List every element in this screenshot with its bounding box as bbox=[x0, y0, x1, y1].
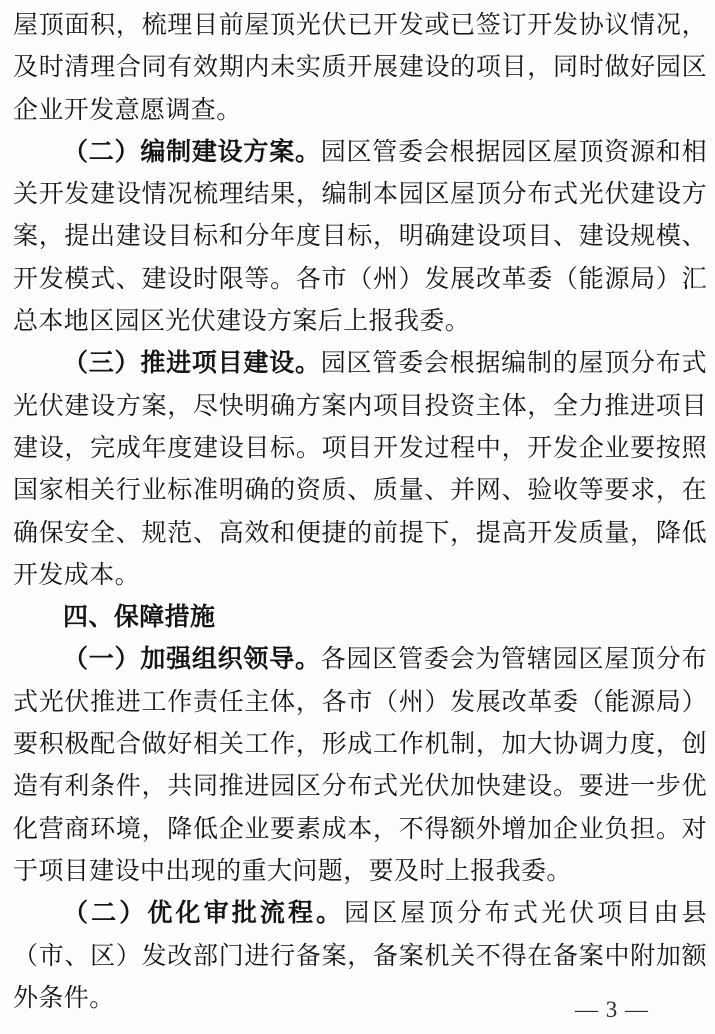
paragraph-lead: （三）推进项目建设。 bbox=[63, 350, 321, 378]
document-body bbox=[13, 0, 707, 1020]
paragraph-lead: （一）加强组织领导。 bbox=[63, 646, 321, 674]
paragraph-safeguard-1 bbox=[13, 639, 707, 893]
paragraph-section-2 bbox=[13, 132, 707, 343]
paragraph-text: 园区管委会根据编制的屋顶分布式光伏建设方案，尽快明确方案内项目投资主体，全力推进项目建设，完成年度建设目标。项目开发过程中，开发企业要按照国家相关行业标准明确的资质、质量、并网、验收等要求，在确保安全、规范、高效和便捷的前提下，提高开发质量，降低开发成本。 bbox=[13, 350, 707, 589]
paragraph-text: 园区管委会根据园区屋顶资源和相关开发建设情况梳理结果，编制本园区屋顶分布式光伏建设方案，提出建设目标和分年度目标，明确建设项目、建设规模、开发模式、建设时限等。各市（州）发展改革委（能源局）汇总本地区园区光伏建设方案后上报我委。 bbox=[13, 138, 707, 336]
paragraph-lead: （二）优化审批流程。 bbox=[63, 900, 345, 928]
page-number: — 3 — bbox=[575, 997, 649, 1022]
paragraph-continuation bbox=[13, 5, 707, 132]
paragraph-text: 各园区管委会为管辖园区屋顶分布式光伏推进工作责任主体，各市（州）发展改革委（能源局）要积极配合做好相关工作，形成工作机制，加大协调力度，创造有利条件，共同推进园区分布式光伏加快建设。要进一步优化营商环境，降低企业要素成本，不得额外增加企业负担。对于项目建设中出现的重大问题，要及时上报我委。 bbox=[13, 646, 707, 885]
section-heading: 四、保障措施 bbox=[63, 604, 216, 632]
paragraph-text: 屋顶面积，梳理目前屋顶光伏已开发或已签订开发协议情况，及时清理合同有效期内未实质开展建设的项目，同时做好园区企业开发意愿调查。 bbox=[13, 12, 707, 124]
paragraph-lead: （二）编制建设方案。 bbox=[63, 138, 321, 166]
paragraph-section-3 bbox=[13, 343, 707, 597]
paragraph-text: 园区屋顶分布式光伏项目由县（市、区）发改部门进行备案，备案机关不得在备案中附加额外条件。 bbox=[13, 900, 707, 1012]
